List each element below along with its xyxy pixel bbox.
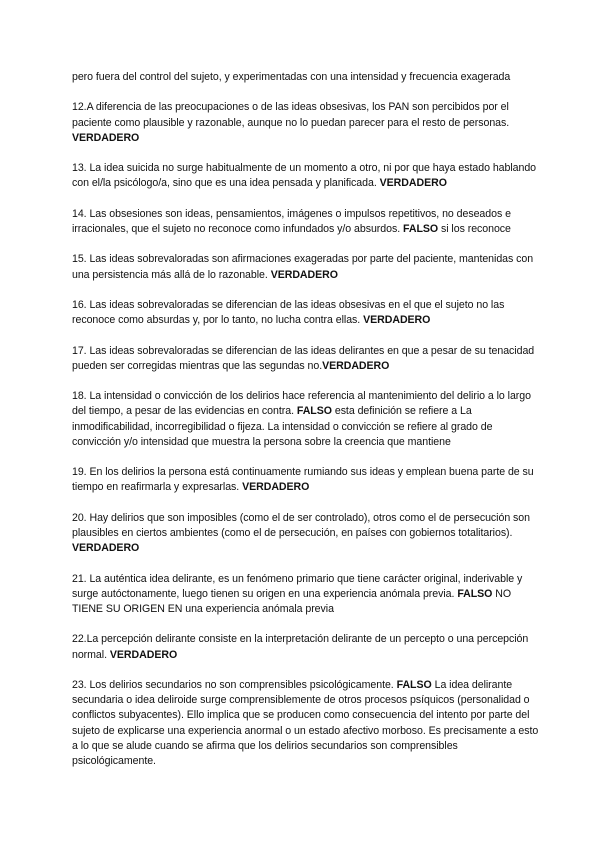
statement-text: 12.A diferencia de las preocupaciones o de las ideas obsesivas, los PAN son percibidos por el paciente como plausible y razonable, aunque no lo puedan parecer para el resto de personas. bbox=[72, 101, 510, 129]
verdict-label: FALSO bbox=[296, 405, 332, 418]
statement-text: 15. Las ideas sobrevaloradas son afirmaciones exageradas por parte del paciente, mantenidas con una persistencia más allá de lo razonable. bbox=[72, 253, 534, 281]
verdict-label: FALSO bbox=[403, 222, 439, 235]
statement-text: 22.La percepción delirante consiste en la interpretación delirante de un percepto o una percepción normal. bbox=[72, 633, 529, 661]
verdict-label: VERDADERO bbox=[242, 481, 310, 494]
statement-text: 14. Las obsesiones son ideas, pensamientos, imágenes o impulsos repetitivos, no deseados e irracionales, que el sujeto no reconoce como infundados y/o absurdos. bbox=[72, 207, 511, 235]
statement-23 bbox=[72, 678, 540, 769]
statement-text: 16. Las ideas sobrevaloradas se diferencian de las ideas obsesivas en el que el sujeto no las reconoce como absurdas y, por lo tanto, no lucha contra ellas. bbox=[72, 298, 505, 327]
statement-21 bbox=[72, 572, 540, 618]
verdict-label: VERDADERO bbox=[363, 314, 431, 327]
verdict-label: FALSO bbox=[457, 587, 493, 600]
verdict-explanation: si los reconoce bbox=[438, 222, 511, 235]
verdict-label: VERDADERO bbox=[379, 177, 447, 190]
statement-17 bbox=[72, 344, 540, 374]
verdict-explanation: La idea delirante secundaria o idea deliroide surge comprensiblemente de otros procesos psíquicos (personalidad o conflictos subyacentes). Ello implica que se producen como consecuencia del intento por parte del sujeto de explicarse una experiencia anormal o un estado afectivo morboso. Es precisamente a esto a lo que se alude cuando se afirma que los delirios secundarios son comprensibles psicológicamente. bbox=[72, 678, 539, 767]
statement-12 bbox=[72, 100, 540, 146]
paragraph-text: pero fuera del control del sujeto, y experimentadas con una intensidad y frecuencia exagerada bbox=[72, 71, 511, 83]
paragraph-continuation bbox=[72, 70, 540, 85]
statement-text: 19. En los delirios la persona está continuamente rumiando sus ideas y emplean buena parte de su tiempo en reafirmarla y expresarlas. bbox=[72, 466, 534, 494]
statement-18 bbox=[72, 389, 540, 450]
verdict-explanation: NO TIENE SU ORIGEN EN una experiencia anómala previa bbox=[72, 587, 512, 615]
verdict-label: VERDADERO bbox=[322, 359, 390, 372]
verdict-label: FALSO bbox=[396, 678, 432, 691]
verdict-explanation: esta definición se refiere a La inmodificabilidad, incorregibilidad o fijeza. La intensidad o convicción se refiere al grado de convicción y/o intensidad que muestra la persona sobre la creencia que mantiene bbox=[72, 405, 493, 448]
statement-text: 20. Hay delirios que son imposibles (como el de ser controlado), otros como el de persecución son plausibles en ciertos ambientes (como el de persecución, en países con gobiernos totalitarios). bbox=[72, 511, 530, 539]
verdict-label: VERDADERO bbox=[72, 131, 140, 144]
statement-text: 17. Las ideas sobrevaloradas se diferencian de las ideas delirantes en que a pesar de su tenacidad pueden ser corregidas mientras que las segundas no. bbox=[72, 344, 535, 372]
statement-text: 23. Los delirios secundarios no son comprensibles psicológicamente. bbox=[72, 678, 394, 691]
statement-15 bbox=[72, 252, 540, 282]
statement-13 bbox=[72, 161, 540, 191]
statement-text: 18. La intensidad o convicción de los delirios hace referencia al mantenimiento del delirio a lo largo del tiempo, a pesar de las evidencias en contra. bbox=[72, 390, 531, 418]
statement-19 bbox=[72, 465, 540, 495]
verdict-label: VERDADERO bbox=[109, 648, 178, 661]
statement-14 bbox=[72, 207, 540, 237]
statement-22 bbox=[72, 632, 540, 662]
statement-text: 21. La auténtica idea delirante, es un fenómeno primario que tiene carácter original, inderivable y surge autóctonamente, luego tienen su origen en una experiencia anómala previa. bbox=[72, 572, 523, 600]
statement-text: 13. La idea suicida no surge habitualmente de un momento a otro, ni por que haya estado hablando con el/la psicólogo/a, sino que es una idea pensada y planificada. bbox=[72, 162, 537, 190]
verdict-label: VERDADERO bbox=[270, 268, 338, 281]
statement-20 bbox=[72, 511, 540, 557]
statement-16 bbox=[72, 298, 540, 328]
verdict-label: VERDADERO bbox=[72, 542, 140, 555]
